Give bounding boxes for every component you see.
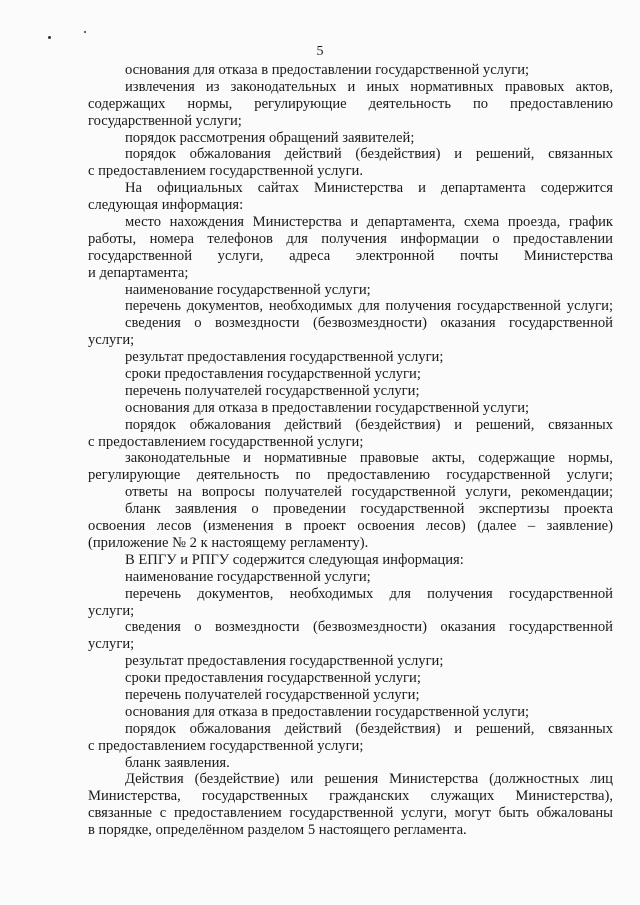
text-line: порядок обжалования действий (бездействия) и решений, связанных <box>125 416 613 433</box>
text-line: Министерства, государственных гражданских служащих Министерства), <box>88 788 613 805</box>
text-line: в порядке, определённом разделом 5 настоящего регламента. <box>88 822 467 839</box>
text-line: бланк заявления. <box>125 754 230 771</box>
text-line: законодательные и нормативные правовые акты, содержащие нормы, <box>125 450 613 467</box>
text-line: сведения о возмездности (безвозмездности) оказания государственной <box>125 315 613 332</box>
text-line: с предоставлением государственной услуги; <box>88 433 364 450</box>
text-line: ответы на вопросы получателей государственной услуги, рекомендации; <box>125 484 613 501</box>
text-line: связанные с предоставлением государственной услуги, могут быть обжалованы <box>88 805 613 822</box>
text-line: результат предоставления государственной услуги; <box>125 653 444 670</box>
text-line: перечень документов, необходимых для получения государственной услуги; <box>125 298 613 315</box>
document-body <box>88 62 613 839</box>
text-line: перечень получателей государственной услуги; <box>125 382 420 399</box>
text-line: порядок рассмотрения обращений заявителей; <box>125 129 415 146</box>
text-line: извлечения из законодательных и иных нормативных правовых актов, <box>125 78 613 95</box>
text-line: (приложение № 2 к настоящему регламенту). <box>88 534 369 551</box>
text-line: наименование государственной услуги; <box>125 568 371 585</box>
text-line: работы, номера телефонов для получения информации о предоставлении <box>88 230 613 247</box>
text-line: На официальных сайтах Министерства и департамента содержится <box>125 180 613 197</box>
text-line: порядок обжалования действий (бездействия) и решений, связанных <box>125 720 613 737</box>
text-line: следующая информация: <box>88 197 244 214</box>
text-line: перечень документов, необходимых для получения государственной <box>125 585 613 602</box>
text-line: сроки предоставления государственной услуги; <box>125 670 421 687</box>
text-line: и департамента; <box>88 264 189 281</box>
text-line: основания для отказа в предоставлении государственной услуги; <box>125 399 530 416</box>
text-line: основания для отказа в предоставлении государственной услуги; <box>125 703 530 720</box>
text-line: порядок обжалования действий (бездействия) и решений, связанных <box>125 146 613 163</box>
text-line: услуги; <box>88 602 135 619</box>
text-line: перечень получателей государственной услуги; <box>125 686 420 703</box>
text-line: место нахождения Министерства и департамента, схема проезда, график <box>125 214 613 231</box>
text-line: освоения лесов (изменения в проект освоения лесов) (далее – заявление) <box>88 518 613 535</box>
text-line: В ЕПГУ и РПГУ содержится следующая информация: <box>125 551 464 568</box>
text-line: Действия (бездействие) или решения Министерства (должностных лиц <box>125 771 613 788</box>
text-line: наименование государственной услуги; <box>125 281 371 298</box>
text-line: регулирующие деятельность по предоставлению государственной услуги; <box>88 467 613 484</box>
text-line: государственной услуги, адреса электронной почты Министерства <box>88 247 613 264</box>
text-line: услуги; <box>88 332 135 349</box>
text-line: сведения о возмездности (безвозмездности) оказания государственной <box>125 619 613 636</box>
text-line: с предоставлением государственной услуги; <box>88 737 364 754</box>
text-line: сроки предоставления государственной услуги; <box>125 366 421 383</box>
text-line: содержащих нормы, регулирующие деятельность по предоставлению <box>88 95 613 112</box>
text-line: услуги; <box>88 636 135 653</box>
page-number: 5 <box>316 44 324 59</box>
text-line: государственной услуги; <box>88 112 242 129</box>
scan-speck <box>84 31 86 33</box>
text-line: бланк заявления о проведении государственной экспертизы проекта <box>125 501 613 518</box>
text-line: с предоставлением государственной услуги. <box>88 163 364 180</box>
text-line: результат предоставления государственной услуги; <box>125 349 444 366</box>
text-line: основания для отказа в предоставлении государственной услуги; <box>125 62 530 78</box>
scan-speck <box>48 36 51 39</box>
